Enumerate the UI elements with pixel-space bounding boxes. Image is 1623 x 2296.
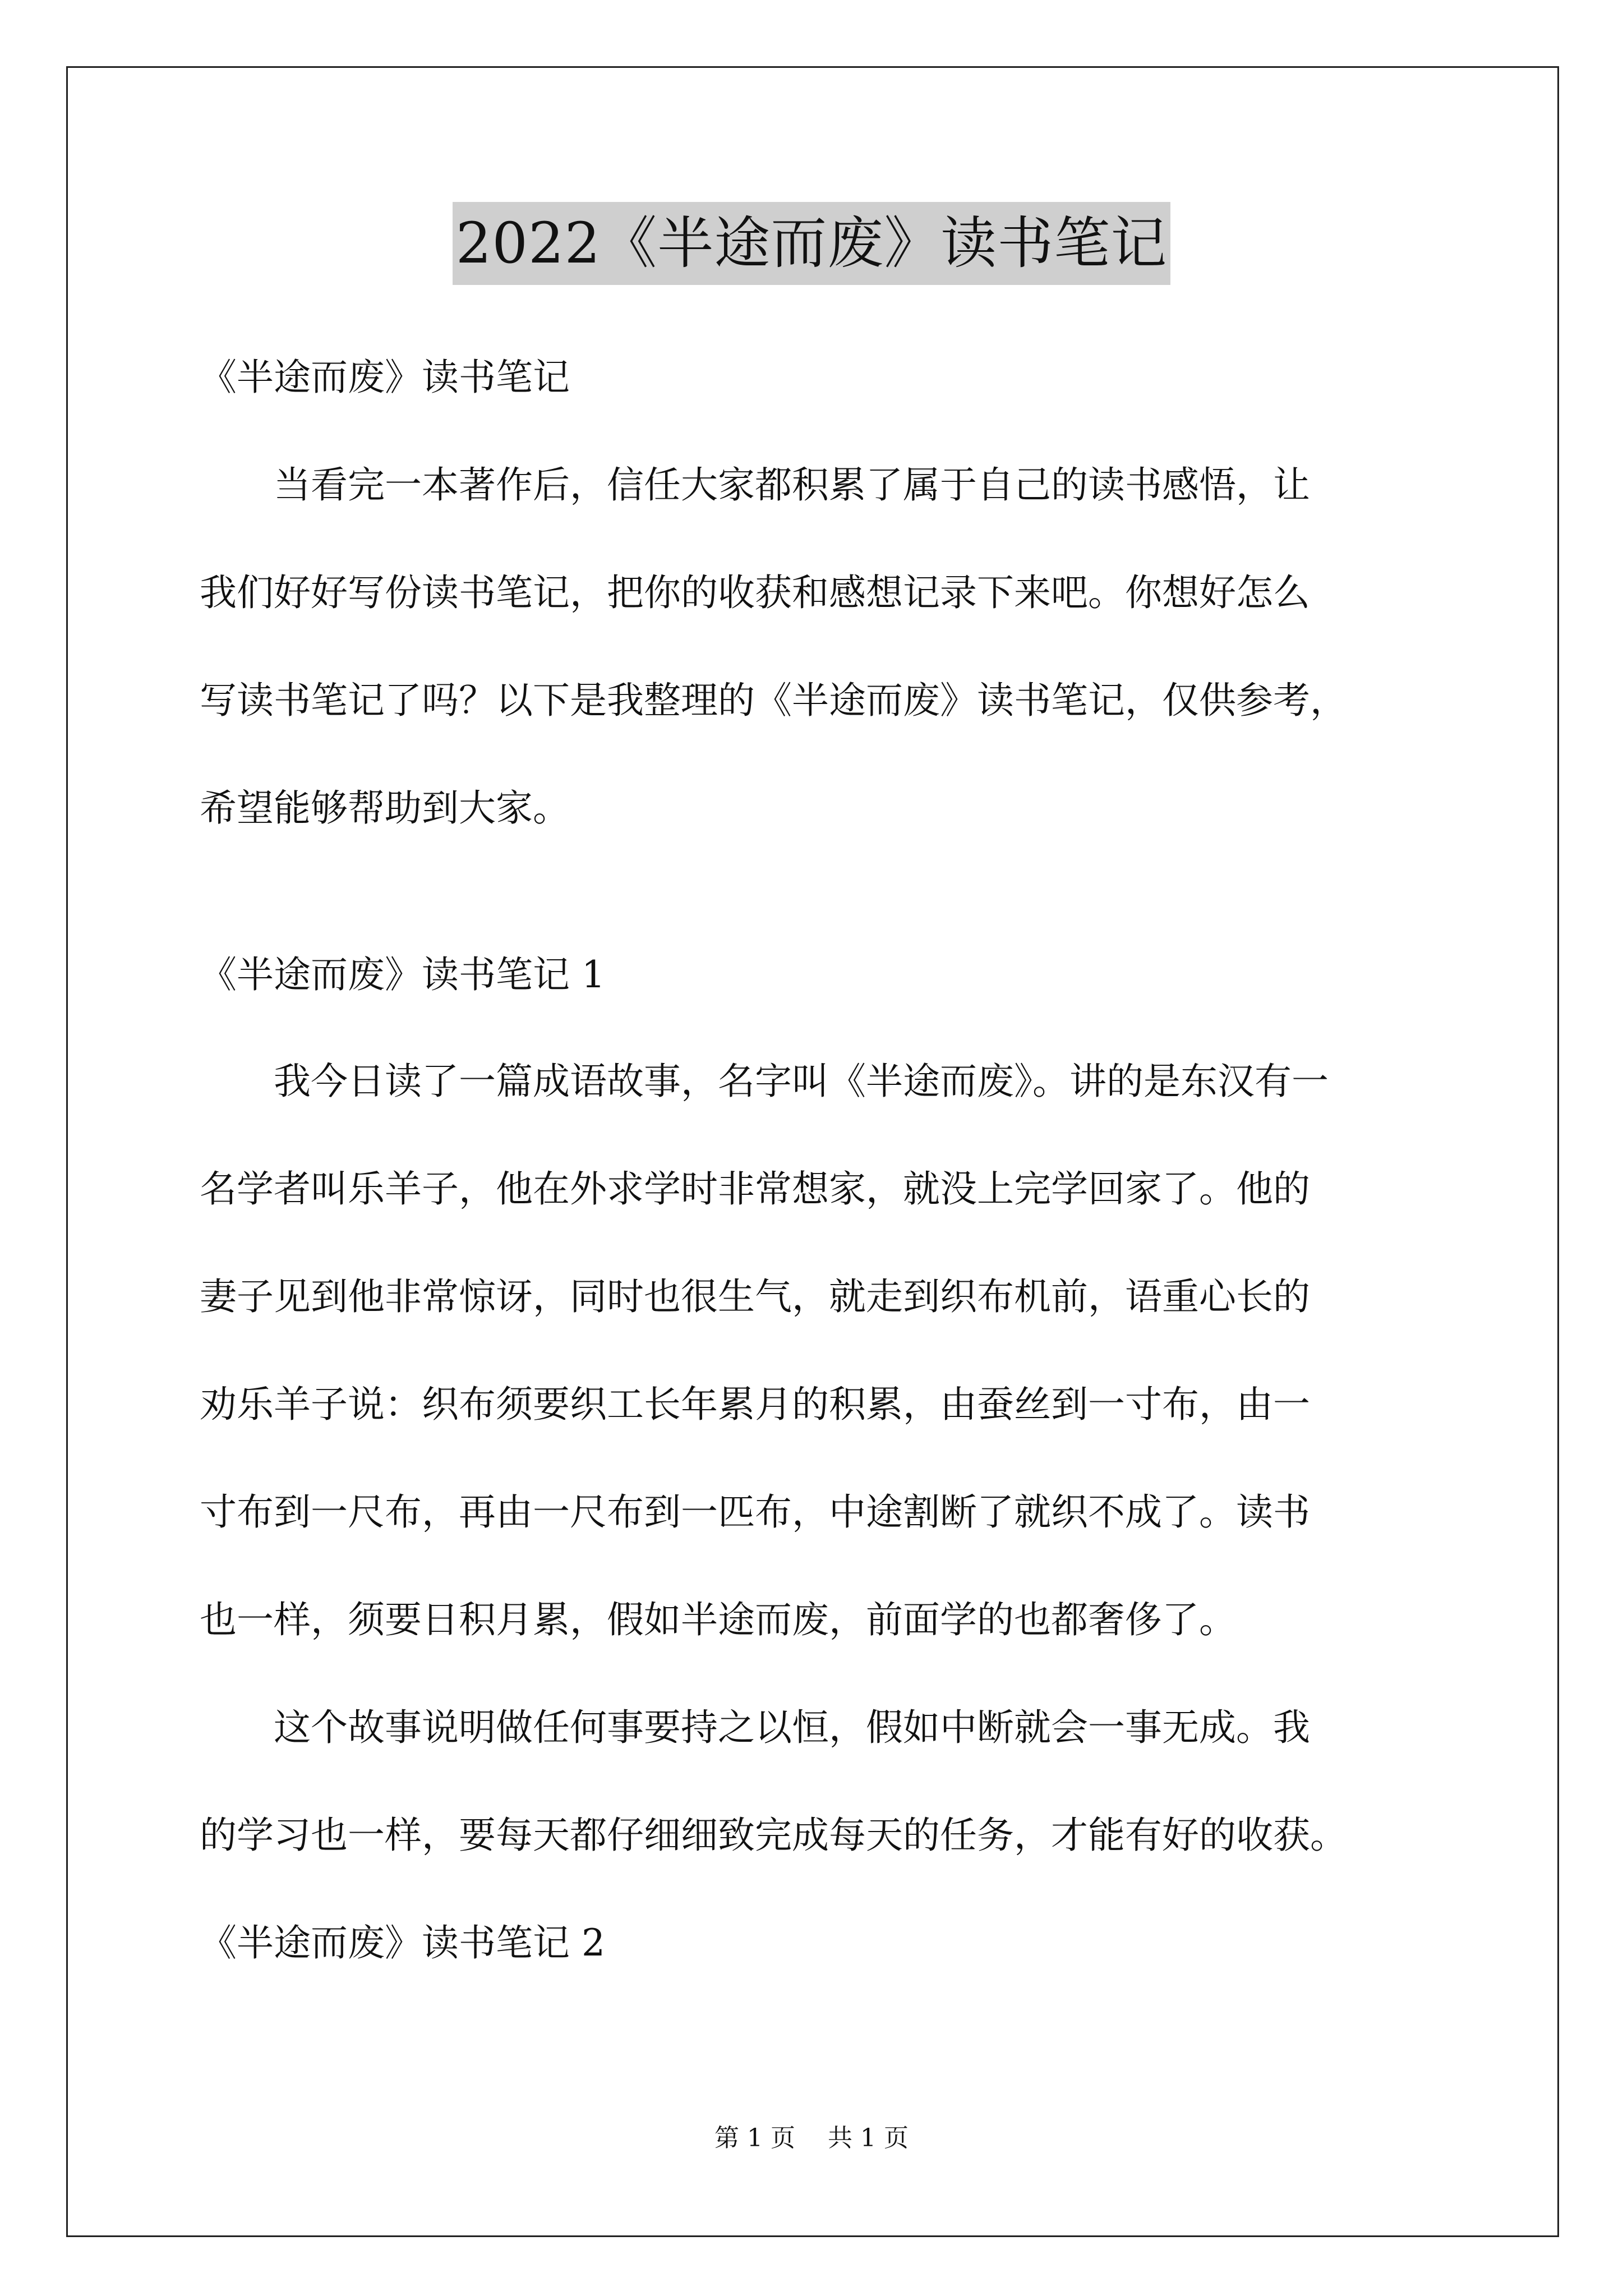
section1-paragraph-1 [200,1055,1490,1647]
title-container [0,202,1623,285]
paragraph-line: 这个故事说明做任何事要持之以恒，假如中断就会一事无成。我 [200,1706,1310,1749]
paragraph-line: 我今日读了一篇成语故事，名字叫《半途而废》。讲的是东汉有一 [200,1060,1329,1103]
intro-paragraph [200,458,1490,835]
section1-heading-block [200,948,1490,1002]
paragraph-line: 的学习也一样，要每天都仔细细致完成每天的任务，才能有好的收获。 [200,1814,1347,1857]
section1-heading: 《半途而废》读书笔记 1 [200,953,605,996]
section2-heading-block [200,1916,1490,1970]
subtitle-block [200,351,1490,404]
section1-paragraph-2 [200,1701,1490,1862]
document-subtitle: 《半途而废》读书笔记 [200,356,570,399]
intro-line: 写读书笔记了吗？以下是我整理的《半途而废》读书笔记，仅供参考， [200,679,1347,722]
intro-line: 希望能够帮助到大家。 [200,786,570,830]
paragraph-line: 妻子见到他非常惊讶，同时也很生气，就走到织布机前，语重心长的 [200,1275,1310,1318]
intro-line: 当看完一本著作后，信任大家都积累了属于自己的读书感悟，让 [200,463,1310,507]
intro-line: 我们好好写份读书笔记，把你的收获和感想记录下来吧。你想好怎么 [200,571,1310,614]
document-title: 2022《半途而废》读书笔记 [453,202,1171,285]
paragraph-line: 名学者叫乐羊子，他在外求学时非常想家，就没上完学回家了。他的 [200,1167,1310,1211]
paragraph-line: 也一样，须要日积月累，假如半途而废，前面学的也都奢侈了。 [200,1598,1236,1641]
section2-heading: 《半途而废》读书笔记 2 [200,1921,605,1964]
paragraph-line: 寸布到一尺布，再由一尺布到一匹布，中途割断了就织不成了。读书 [200,1490,1310,1534]
paragraph-line: 劝乐羊子说：织布须要织工长年累月的积累，由蚕丝到一寸布，由一 [200,1383,1310,1426]
page-footer: 第 1 页 共 1 页 [714,2124,909,2152]
